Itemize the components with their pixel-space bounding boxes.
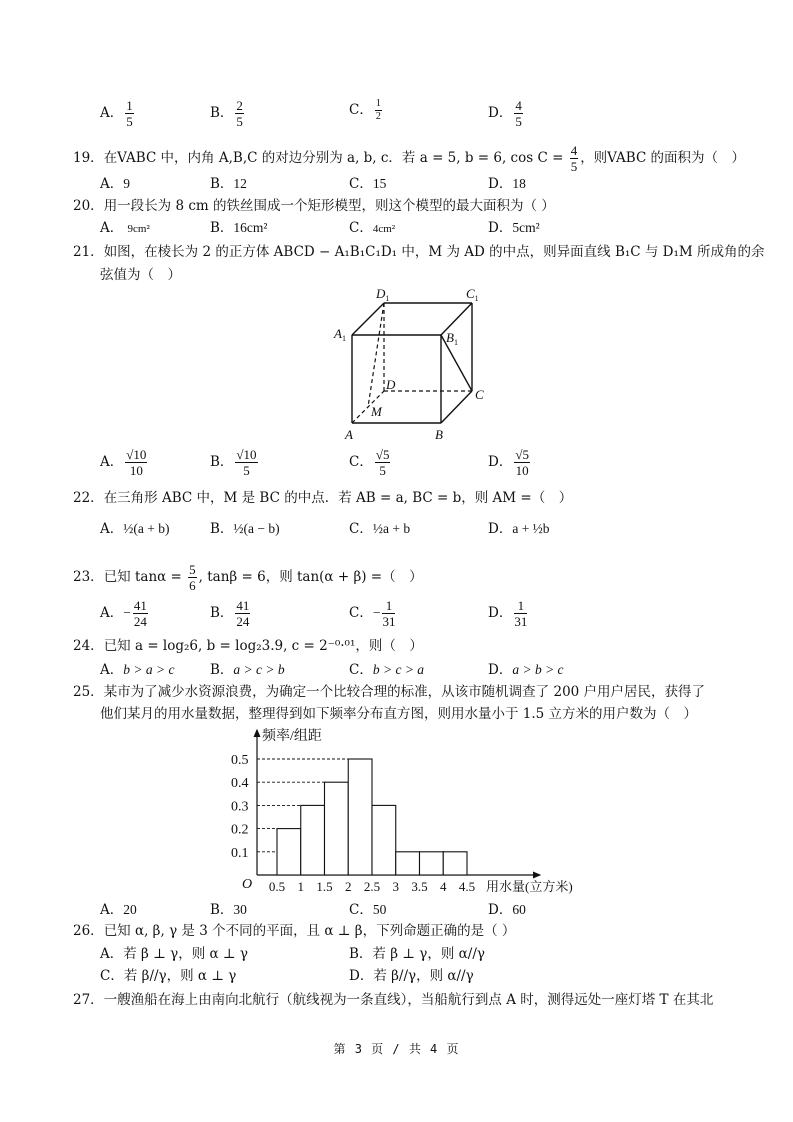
label-B1: $B_1$ (446, 330, 458, 347)
question-text: 已知 tanα = (103, 569, 187, 585)
question-24 (73, 637, 423, 655)
q20-option-b (210, 219, 267, 237)
q20-option-d (488, 219, 540, 237)
fraction (375, 98, 382, 123)
option-label: A． (100, 902, 124, 918)
option-label: A． (100, 176, 124, 192)
histogram-bar (443, 852, 467, 875)
option-label: C． (349, 521, 373, 537)
denominator: 5 (236, 114, 243, 129)
question-text: 在VABC 中，内角 A,B,C 的对边分别为 a, b, c．若 a = 5, b = 6, cos C = (103, 150, 568, 166)
x-tick-label: 3 (392, 879, 399, 894)
q20-option-a (100, 219, 150, 238)
y-tick-label: 0.1 (231, 845, 249, 861)
option-value: 15 (372, 176, 387, 191)
option-value: 12 (233, 176, 247, 191)
question-25-line1 (73, 683, 705, 701)
y-tick-label: 0.2 (231, 822, 249, 838)
x-tick-label: 3.5 (411, 879, 428, 894)
option-value: b > a > c (123, 662, 175, 677)
label-D1: $D_1$ (376, 286, 390, 303)
option-label: C． (349, 220, 373, 236)
question-25-line2: 他们某月的用水量数据，整理得到如下频率分布直方图，则用水量小于 1.5 立方米的用户数为（ ） (100, 706, 698, 722)
denominator: 6 (189, 578, 196, 593)
option-value: 16cm² (233, 220, 268, 235)
option-value: 18 (512, 176, 526, 191)
x-tick-label: 1.5 (316, 879, 333, 894)
option-label: A． (100, 521, 124, 537)
y-tick-label: 0.5 (231, 753, 249, 768)
histogram-bar (277, 829, 301, 875)
option-label: B． (349, 946, 373, 962)
option-label: D． (488, 454, 513, 470)
denominator: 10 (129, 463, 143, 478)
option-value: 若 β ⊥ γ，则 α//γ (372, 946, 485, 962)
fraction (133, 598, 148, 629)
question-20 (73, 197, 555, 215)
numerator: 41 (236, 598, 250, 613)
option-label: B． (210, 220, 234, 236)
option-value: 5cm² (512, 220, 540, 235)
question-text: 一艘渔船在海上由南向北航行（航线视为一条直线），当船航行到点 A 时，测得远处一座灯塔 T 在其北 (103, 992, 714, 1008)
fraction (382, 598, 395, 629)
denominator: 31 (382, 614, 396, 629)
histogram-bar (396, 852, 420, 875)
label-B: B (435, 427, 443, 442)
fraction (235, 598, 250, 629)
option-label: C． (349, 902, 373, 918)
sign: − (123, 605, 131, 620)
option-label: D． (349, 968, 374, 984)
x-tick-label: 2 (345, 879, 352, 894)
q25-option-a (100, 901, 137, 919)
question-number: 22． (73, 490, 104, 506)
question-19 (73, 143, 745, 174)
label-C1: $C_1$ (466, 286, 479, 303)
fraction (235, 447, 257, 478)
option-value: 若 β//γ，则 α//γ (373, 968, 474, 984)
denominator: 24 (236, 614, 250, 629)
option-value: 30 (233, 902, 247, 917)
option-value: 若 β//γ，则 α ⊥ γ (123, 968, 237, 984)
numerator: √5 (515, 447, 529, 462)
q19-option-a (100, 175, 130, 193)
question-number: 26． (73, 923, 104, 939)
option-label: C． (349, 176, 373, 192)
y-axis-label: 频率/组距 (262, 729, 322, 744)
option-value: 50 (372, 902, 387, 917)
option-label: C． (100, 968, 124, 984)
q22-option-d (488, 520, 550, 538)
x-tick-label: 1 (297, 879, 304, 894)
q23-option-b (210, 598, 252, 629)
option-label: C． (349, 454, 373, 470)
question-text-end: , tanβ = 6，则 tan(α + β) =（ ） (198, 569, 423, 585)
option-label: D． (488, 220, 513, 236)
histogram-bar (420, 852, 444, 875)
origin-label: O (242, 877, 253, 892)
q22-option-a (100, 520, 169, 538)
denominator: 2 (375, 111, 381, 122)
fraction (570, 143, 579, 174)
option-value: b > c > a (372, 662, 425, 677)
question-number: 25． (73, 684, 104, 700)
option-value: 若 β ⊥ γ，则 α ⊥ γ (123, 946, 248, 962)
option-value: a > c > b (233, 662, 285, 677)
q20-option-c (349, 219, 395, 238)
question-number: 19． (73, 150, 104, 166)
option-value: 9cm² (127, 223, 150, 235)
x-tick-label: 0.5 (268, 879, 286, 894)
option-label: C． (349, 605, 373, 621)
fraction (514, 598, 527, 629)
q18-option-b (210, 98, 246, 129)
fraction (514, 447, 530, 478)
numerator: √5 (375, 447, 390, 462)
q19-option-c (349, 175, 386, 193)
frequency-histogram (220, 722, 600, 900)
q23-option-d (488, 598, 529, 629)
q18-option-d (488, 98, 525, 129)
question-number: 24． (73, 638, 104, 654)
option-value: ½(a + b) (123, 521, 170, 536)
denominator: 5 (379, 463, 386, 478)
denominator: 5 (243, 463, 250, 478)
question-text: 在三角形 ABC 中，M 是 BC 的中点．若 AB = a, BC = b，则 AM =（ ） (103, 490, 573, 506)
option-label: C． (349, 102, 373, 118)
q22-option-b (210, 520, 280, 538)
q22-option-c (349, 520, 410, 538)
option-value: ½a + b (372, 521, 411, 536)
q26-option-c (100, 967, 236, 985)
option-value: a > b > c (512, 662, 564, 677)
x-tick-label: 4.5 (458, 879, 476, 894)
histogram-bar (348, 759, 372, 875)
option-label: D． (488, 105, 513, 121)
q18-option-c (349, 98, 384, 123)
option-value: 4cm² (372, 223, 396, 235)
numerator: 1 (126, 98, 133, 113)
denominator: 24 (133, 614, 147, 629)
denominator: 31 (514, 614, 528, 629)
option-label: B． (210, 662, 234, 678)
q26-option-a (100, 945, 248, 963)
question-number: 23． (73, 569, 104, 585)
fraction (125, 98, 134, 129)
q21-option-b (210, 447, 260, 478)
question-21-line2: 弦值为（ ） (100, 267, 181, 283)
numerator: 4 (515, 98, 522, 113)
q21-option-d (488, 447, 532, 478)
option-label: D． (488, 176, 513, 192)
numerator: 1 (382, 598, 395, 614)
numerator: 5 (189, 562, 196, 577)
option-label: A． (100, 454, 124, 470)
question-number: 20． (73, 198, 104, 214)
q24-option-d (488, 661, 564, 679)
q23-option-c (349, 598, 397, 629)
option-label: A． (100, 220, 124, 236)
page-footer: 第 3 页 / 共 4 页 (333, 1042, 460, 1056)
numerator: √10 (126, 447, 147, 462)
option-label: B． (210, 605, 234, 621)
question-text: 用一段长为 8 cm 的铁丝围成一个矩形模型，则这个模型的最大面积为（ ） (103, 198, 555, 214)
histogram-bar (325, 782, 349, 875)
x-tick-label: 4 (440, 879, 447, 894)
option-value: 9 (123, 176, 130, 191)
option-label: A． (100, 105, 124, 121)
fraction (514, 98, 523, 129)
option-label: D． (488, 662, 513, 678)
x-axis-label: 用水量(立方米) (486, 879, 573, 894)
option-label: A． (100, 605, 124, 621)
q25-option-d (488, 901, 526, 919)
label-A: A (345, 427, 353, 442)
denominator: 5 (570, 159, 578, 174)
option-label: D． (488, 605, 513, 621)
numerator: 4 (570, 143, 578, 158)
option-value: 20 (123, 902, 137, 917)
q21-option-a (100, 447, 149, 478)
q25-option-c (349, 901, 386, 919)
option-label: A． (100, 662, 124, 678)
option-label: D． (488, 902, 513, 918)
q25-option-b (210, 901, 247, 919)
option-label: A． (100, 946, 124, 962)
fraction (375, 447, 391, 478)
q23-option-a (100, 598, 150, 629)
option-label: B． (210, 902, 234, 918)
q24-option-c (349, 661, 424, 679)
denominator: 5 (515, 114, 522, 129)
question-text: 如图，在棱长为 2 的正方体 ABCD − A₁B₁C₁D₁ 中，M 为 AD 的中点，则异面直线 B₁C 与 D₁M 所成角的余 (103, 244, 765, 260)
sign: − (372, 605, 381, 620)
y-tick-label: 0.3 (231, 799, 249, 815)
question-text: 已知 α, β, γ 是 3 个不同的平面，且 α ⊥ β，下列命题正确的是（ ） (103, 923, 516, 939)
q24-option-a (100, 661, 174, 679)
question-22 (73, 489, 572, 507)
x-tick-label: 2.5 (363, 879, 381, 894)
q19-option-b (210, 175, 247, 193)
histogram-bar (301, 805, 325, 875)
fraction (125, 447, 147, 478)
q24-option-b (210, 661, 285, 679)
question-23 (73, 562, 423, 593)
option-label: C． (349, 662, 373, 678)
question-number: 27． (73, 992, 104, 1008)
label-M: M (371, 404, 382, 419)
label-D: D (386, 377, 396, 392)
option-label: B． (210, 454, 234, 470)
q19-option-d (488, 175, 526, 193)
question-26 (73, 922, 515, 940)
label-A1: $A_1$ (334, 326, 346, 343)
numerator: 1 (514, 598, 527, 614)
denominator: 10 (515, 463, 529, 478)
y-tick-label: 0.4 (231, 776, 249, 792)
denominator: 5 (126, 114, 133, 129)
option-value: ½(a − b) (233, 521, 280, 536)
numerator: 41 (133, 598, 147, 613)
question-text: 某市为了减少水资源浪费，为确定一个比较合理的标准，从该市随机调查了 200 户用户居民，获得了 (103, 684, 706, 700)
q21-option-c (349, 447, 392, 478)
option-value: a + ½b (512, 521, 550, 536)
option-label: B． (210, 176, 234, 192)
cube-figure (320, 280, 500, 445)
option-value: 60 (512, 902, 526, 917)
question-text-end: ，则VABC 的面积为（ ） (580, 150, 746, 166)
numerator: 1 (375, 98, 381, 109)
q18-option-a (100, 98, 136, 129)
question-number: 21． (73, 244, 104, 260)
fraction (235, 98, 244, 129)
histogram-bar (372, 805, 396, 875)
question-21-line1 (73, 243, 765, 261)
q26-option-b (349, 945, 485, 963)
label-C: C (475, 387, 484, 402)
numerator: √10 (236, 447, 257, 462)
option-label: B． (210, 105, 234, 121)
q26-option-d (349, 967, 474, 985)
option-label: B． (210, 521, 234, 537)
option-label: D． (488, 521, 513, 537)
question-27 (73, 991, 713, 1009)
question-text: 已知 a = log₂6, b = log₂3.9, c = 2⁻⁰·⁰¹，则（ ） (103, 638, 423, 654)
fraction (188, 562, 197, 593)
numerator: 2 (236, 98, 243, 113)
